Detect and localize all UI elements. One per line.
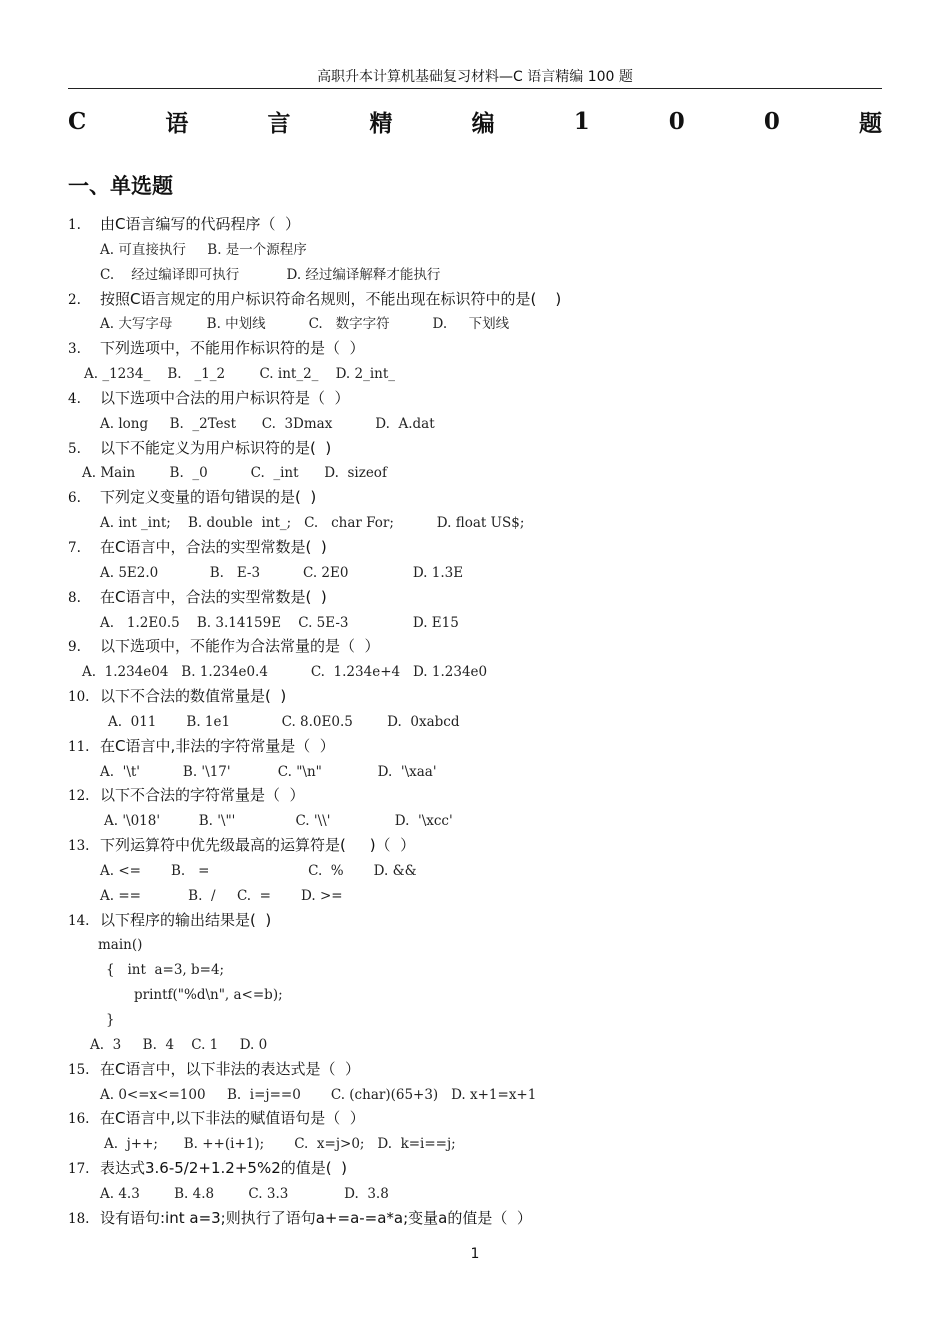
question-stem <box>0 783 950 808</box>
question-stem <box>0 535 950 560</box>
question-number: 1. <box>68 217 81 233</box>
answer-options <box>0 659 950 684</box>
answer-options <box>0 709 950 734</box>
title-char: 题 <box>858 109 882 137</box>
question-text: 在C语言中，合法的实型常数是( ) <box>100 587 327 606</box>
answer-options <box>0 1032 950 1057</box>
question-stem <box>0 1057 950 1082</box>
answer-options <box>0 361 950 386</box>
title-char: C <box>68 107 87 135</box>
question-text: 表达式3.6-5/2+1.2+5%2的值是( ) <box>100 1159 347 1178</box>
option-text: A. j++; B. ++(i+1); C. x=j>0; D. k=i==j; <box>104 1136 456 1153</box>
question-text: 以下不能定义为用户标识符的是( ) <box>100 438 332 457</box>
question-number: 3. <box>68 341 81 358</box>
running-header: 高职升本计算机基础复习材料—C 语言精编 100 题 <box>317 69 633 85</box>
option-text: A. 大写字母 B. 中划线 C. 数字字符 D. 下划线 <box>100 316 510 333</box>
question-stem <box>0 436 950 461</box>
question-text: 以下不合法的数值常量是( ) <box>100 687 287 706</box>
question-text: 按照C语言规定的用户标识符命名规则，不能出现在标识符中的是( ) <box>100 289 562 308</box>
option-text: { int a=3, b=4; <box>106 962 225 979</box>
option-text: } <box>106 1012 115 1028</box>
question-stem <box>0 734 950 759</box>
answer-options <box>0 460 950 485</box>
question-text: 下列选项中，不能用作标识符的是（ ） <box>100 339 365 358</box>
question-stem <box>0 336 950 361</box>
option-text: A. == B. / C. = D. >= <box>100 887 343 904</box>
option-text: A. long B. _2Test C. 3Dmax D. A.dat <box>100 415 435 432</box>
option-text: A. 5E2.0 B. E-3 C. 2E0 D. 1.3E <box>100 564 464 581</box>
question-number: 7. <box>68 539 81 556</box>
option-text: A. <= B. = C. % D. && <box>100 862 417 879</box>
document-title <box>68 104 882 138</box>
question-stem <box>0 833 950 858</box>
answer-options <box>0 237 950 262</box>
answer-options <box>0 808 950 833</box>
question-list <box>0 212 950 1231</box>
question-stem <box>0 1156 950 1181</box>
answer-options <box>0 883 950 908</box>
title-char: 0 <box>668 107 685 135</box>
option-text: A. '\t' B. '\17' C. "\n" D. '\xaa' <box>100 763 437 780</box>
question-number: 10. <box>68 689 90 706</box>
question-text: 在C语言中，以下非法的表达式是（ ） <box>100 1059 361 1078</box>
option-text: printf("%d\n", a<=b); <box>134 987 283 1004</box>
answer-options <box>0 610 950 635</box>
option-text: A. 0<=x<=100 B. i=j==0 C. (char)(65+3) D. x+1=x+1 <box>100 1086 537 1103</box>
title-char: 编 <box>471 109 495 137</box>
title-char: 精 <box>369 109 393 137</box>
answer-options <box>0 1007 950 1032</box>
option-text: A. Main B. _0 C. _int D. sizeof <box>82 465 387 482</box>
question-text: 在C语言中，合法的实型常数是( ) <box>100 537 327 556</box>
question-stem <box>0 684 950 709</box>
question-number: 8. <box>68 589 81 606</box>
question-stem <box>0 386 950 411</box>
question-number: 13. <box>68 838 90 855</box>
answer-options <box>0 932 950 957</box>
question-text: 设有语句:int a=3;则执行了语句a+=a-=a*a;变量a的值是（ ） <box>100 1208 532 1227</box>
answer-options <box>0 510 950 535</box>
question-stem <box>0 212 950 237</box>
page-number: 1 <box>470 1246 480 1262</box>
option-text: A. 1.2E0.5 B. 3.14159E C. 5E-3 D. E15 <box>100 614 459 631</box>
question-number: 16. <box>68 1111 90 1128</box>
answer-options <box>0 262 950 287</box>
question-number: 12. <box>68 788 90 805</box>
question-text: 以下选项中合法的用户标识符是（ ） <box>100 388 350 407</box>
question-stem <box>0 485 950 510</box>
answer-options <box>0 858 950 883</box>
option-text: main() <box>98 937 143 954</box>
title-char: 语 <box>165 109 189 137</box>
question-number: 5. <box>68 440 81 457</box>
answer-options <box>0 1131 950 1156</box>
question-number: 11. <box>68 738 90 755</box>
title-char: 1 <box>573 107 590 135</box>
option-text: A. 011 B. 1e1 C. 8.0E0.5 D. 0xabcd <box>108 713 460 730</box>
question-number: 9. <box>68 639 81 656</box>
answer-options <box>0 982 950 1007</box>
question-text: 以下程序的输出结果是( ) <box>100 910 272 929</box>
answer-options <box>0 759 950 784</box>
title-char: 言 <box>267 109 291 137</box>
answer-options <box>0 1082 950 1107</box>
question-stem <box>0 908 950 933</box>
answer-options <box>0 1181 950 1206</box>
option-text: A. _1234_ B. _1_2 C. int_2_ D. 2_int_ <box>84 366 396 383</box>
option-text: A. '\018' B. '\"' C. '\\' D. '\xcc' <box>104 813 453 830</box>
answer-options <box>0 411 950 436</box>
question-text: 下列运算符中优先级最高的运算符是( )（ ） <box>100 836 416 855</box>
option-text: A. 4.3 B. 4.8 C. 3.3 D. 3.8 <box>100 1185 389 1202</box>
question-number: 17. <box>68 1161 90 1178</box>
question-text: 以下选项中，不能作为合法常量的是（ ） <box>100 637 380 656</box>
option-text: A. int _int; B. double int_; C. char For; D. float US$; <box>100 515 525 532</box>
question-text: 在C语言中,非法的字符常量是（ ） <box>100 736 335 755</box>
answer-options <box>0 957 950 982</box>
option-text: A. 可直接执行 B. 是一个源程序 <box>100 241 307 258</box>
question-stem <box>0 287 950 312</box>
question-number: 4. <box>68 390 81 407</box>
header-rule <box>68 88 882 89</box>
answer-options <box>0 560 950 585</box>
question-text: 以下不合法的字符常量是（ ） <box>100 786 305 805</box>
section-heading: 一、单选题 <box>68 173 173 198</box>
question-number: 6. <box>68 490 81 507</box>
question-stem <box>0 1206 950 1231</box>
option-text: C. 经过编译即可执行 D. 经过编译解释才能执行 <box>100 266 441 283</box>
question-stem <box>0 1106 950 1131</box>
question-stem <box>0 585 950 610</box>
question-number: 2. <box>68 291 81 308</box>
question-number: 18. <box>68 1210 90 1227</box>
question-text: 下列定义变量的语句错误的是( ) <box>100 488 317 507</box>
answer-options <box>0 311 950 336</box>
question-stem <box>0 634 950 659</box>
question-text: 由C语言编写的代码程序（ ） <box>100 215 301 233</box>
title-char: 0 <box>763 107 780 135</box>
option-text: A. 1.234e04 B. 1.234e0.4 C. 1.234e+4 D. 1.234e0 <box>82 664 488 681</box>
option-text: A. 3 B. 4 C. 1 D. 0 <box>90 1036 268 1053</box>
question-number: 14. <box>68 912 90 929</box>
question-text: 在C语言中,以下非法的赋值语句是（ ） <box>100 1109 365 1128</box>
question-number: 15. <box>68 1061 90 1078</box>
